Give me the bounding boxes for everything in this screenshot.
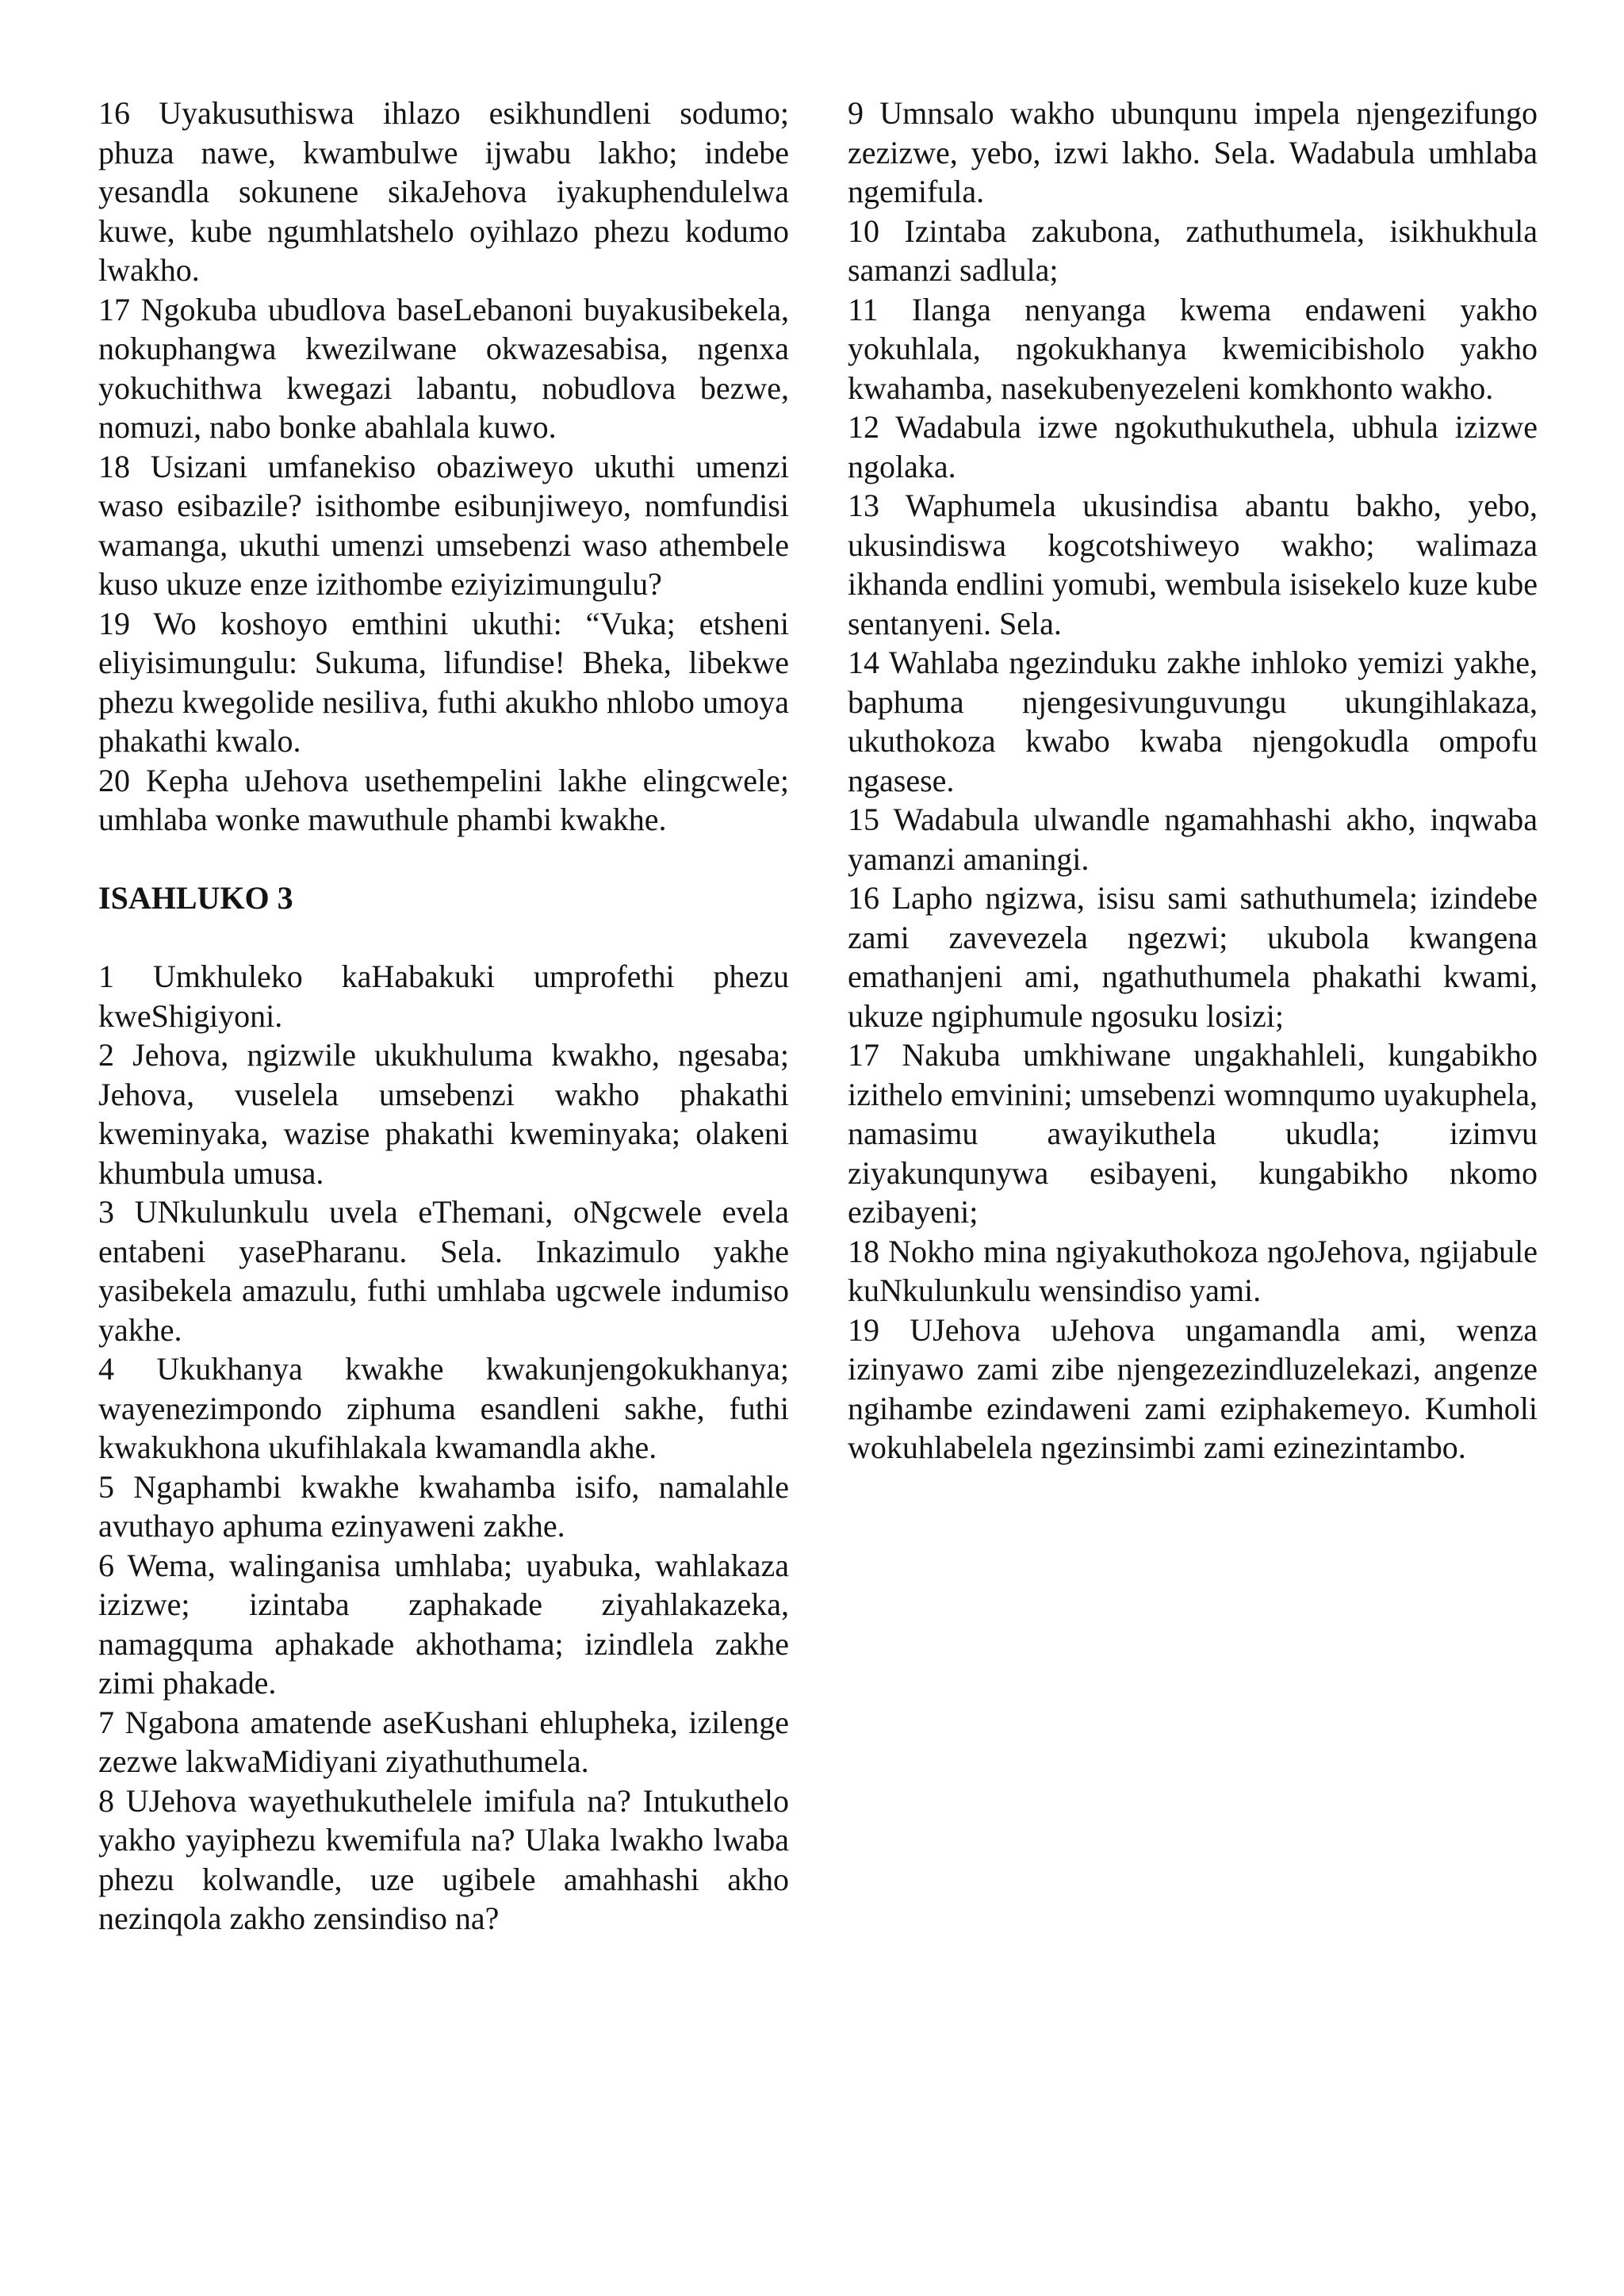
- verse-18: 18 Usizani umfanekiso obaziweyo ukuthi umenzi waso esibazile? isithombe esibunjiweyo, nomfundisi wamanga, ukuthi umenzi umsebenzi waso athembele kuso ukuze enze izithombe eziyizimungulu?: [98, 448, 789, 602]
- verse-8: 8 UJehova wayethukuthelele imifula na? Intukuthelo yakho yayiphezu kwemifula na? Ulaka lwakho lwaba phezu kolwandle, uze ugibele amahhashi akho nezinqola zakho zensindiso na?: [98, 1782, 789, 1936]
- verse-20: 20 Kepha uJehova usethempelini lakhe elingcwele; umhlaba wonke mawuthule phambi kwakhe.: [98, 762, 789, 837]
- verse-6: 6 Wema, walinganisa umhlaba; uyabuka, wahlakaza izizwe; izintaba zaphakade ziyahlakazeka, namagquma aphakade akhothama; izindlela zakhe zimi phakade.: [98, 1547, 789, 1701]
- verse-9: 9 Umnsalo wakho ubunqunu impela njengezifungo zezizwe, yebo, izwi lakho. Sela. Wadabula umhlaba ngemifula.: [848, 95, 1538, 209]
- verse-19-ch3: 19 UJehova uJehova ungamandla ami, wenza izinyawo zami zibe njengezezindluzelekazi, angenze ngihambe ezindaweni zami eziphakemeyo. Kumholi wokuhlabelela ngezinsimbi zami ezinezintambo.: [848, 1311, 1538, 1465]
- verse-12: 12 Wadabula izwe ngokuthukuthela, ubhula izizwe ngolaka.: [848, 409, 1538, 484]
- verse-2: 2 Jehova, ngizwile ukukhuluma kwakho, ngesaba; Jehova, vuselela umsebenzi wakho phakathi kweminyaka, wazise phakathi kweminyaka; olakeni khumbula umusa.: [98, 1037, 789, 1191]
- verse-16: 16 Uyakusuthiswa ihlazo esikhundleni sodumo; phuza nawe, kwambulwe ijwabu lakho; indebe yesandla sokunene sikaJehova iyakuphendulelwa kuwe, kube ngumhlatshelo oyihlazo phezu kodumo lwakho.: [98, 95, 789, 288]
- verse-11: 11 Ilanga nenyanga kwema endaweni yakho yokuhlala, ngokukhanya kwemicibisholo yakho kwahamba, nasekubenyezeleni komkhonto wakho.: [848, 291, 1538, 406]
- verse-18-ch3: 18 Nokho mina ngiyakuthokoza ngoJehova, ngijabule kuNkulunkulu wensindiso yami.: [848, 1233, 1538, 1308]
- verse-7: 7 Ngabona amatende aseKushani ehlupheka, izilenge zezwe lakwaMidiyani ziyathuthumela.: [98, 1704, 789, 1779]
- verse-5: 5 Ngaphambi kwakhe kwahamba isifo, namalahle avuthayo aphuma ezinyaweni zakhe.: [98, 1468, 789, 1544]
- right-column: [848, 94, 1538, 1468]
- verse-3: 3 UNkulunkulu uvela eThemani, oNgcwele evela entabeni yasePharanu. Sela. Inkazimulo yakhe yasibekela amazulu, futhi umhlaba ugcwele indumiso yakhe.: [98, 1194, 789, 1348]
- verse-17: 17 Ngokuba ubudlova baseLebanoni buyakusibekela, nokuphangwa kwezilwane okwazesabisa, ngenxa yokuchithwa kwegazi labantu, nobudlova bezwe, nomuzi, nabo bonke abahlala kuwo.: [98, 291, 789, 445]
- verse-4: 4 Ukukhanya kwakhe kwakunjengokukhanya; wayenezimpondo ziphuma esandleni sakhe, futhi kwakukhona ukufihlakala kwamandla akhe.: [98, 1351, 789, 1465]
- chapter-heading: ISAHLUKO 3: [98, 880, 293, 916]
- verse-17-ch3: 17 Nakuba umkhiwane ungakhahleli, kungabikho izithelo emvinini; umsebenzi womnqumo uyakuphela, namasimu awayikuthela ukudla; izimvu ziyakunqunywa esibayeni, kungabikho nkomo ezibayeni;: [848, 1037, 1538, 1230]
- verse-19: 19 Wo koshoyo emthini ukuthi: “Vuka; etsheni eliyisimungulu: Sukuma, lifundise! Bheka, libekwe phezu kwegolide nesiliva, futhi akukho nhlobo umoya phakathi kwalo.: [98, 605, 789, 759]
- verse-10: 10 Izintaba zakubona, zathuthumela, isikhukhula samanzi sadlula;: [848, 212, 1538, 288]
- verse-14: 14 Wahlaba ngezinduku zakhe inhloko yemizi yakhe, baphuma njengesivunguvungu ukungihlakaza, ukuthokoza kwabo kwaba njengokudla ompofu ngasese.: [848, 645, 1538, 798]
- verse-1: 1 Umkhuleko kaHabakuki umprofethi phezu kweShigiyoni.: [98, 959, 789, 1034]
- verse-16-ch3: 16 Lapho ngizwa, isisu sami sathuthumela; izindebe zami zavevezela ngezwi; ukubola kwangena emathanjeni ami, ngathuthumela phakathi kwami, ukuze ngiphumule ngosuku losizi;: [848, 880, 1538, 1034]
- verse-15: 15 Wadabula ulwandle ngamahhashi akho, inqwaba yamanzi amaningi.: [848, 802, 1538, 877]
- verse-13: 13 Waphumela ukusindisa abantu bakho, yebo, ukusindiswa kogcotshiweyo wakho; walimaza ikhanda endlini yomubi, wembula isisekelo kuze kube sentanyeni. Sela.: [848, 488, 1538, 641]
- left-column: [98, 94, 789, 1938]
